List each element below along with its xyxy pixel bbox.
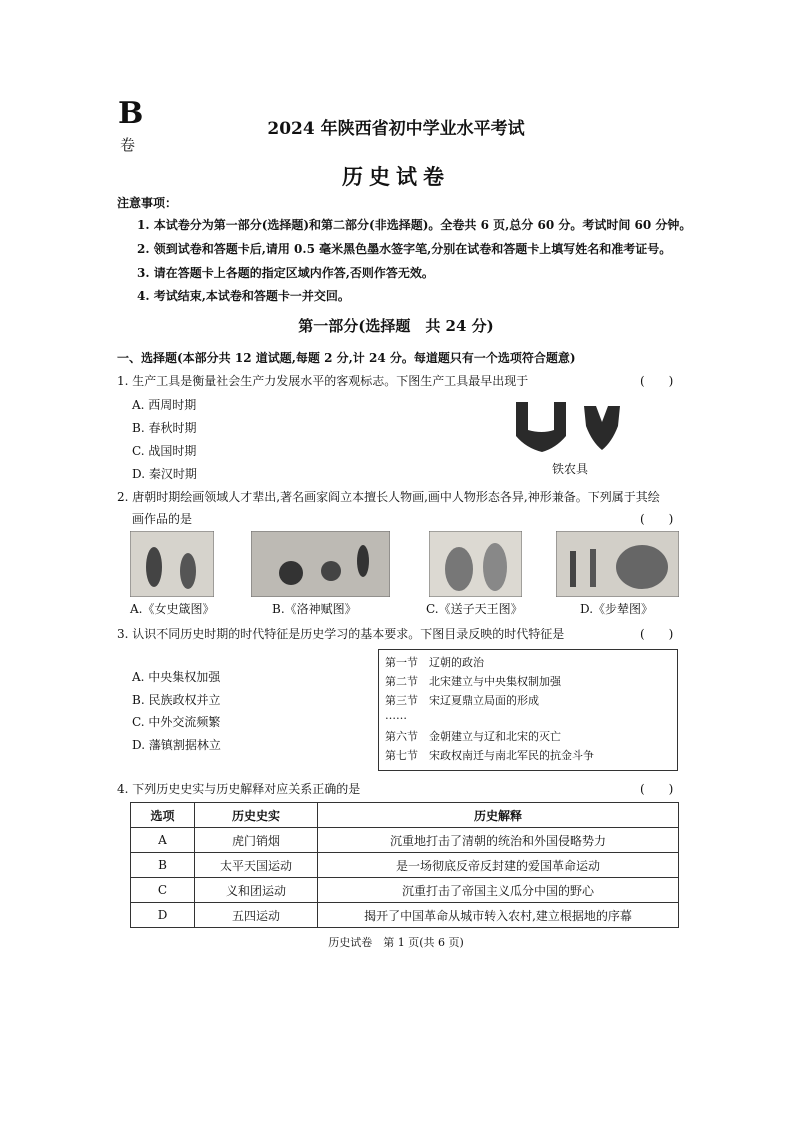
- table-cell: D: [131, 903, 195, 928]
- paper-title: 历史试卷: [342, 164, 450, 189]
- painting-a-caption: A.《女史箴图》: [130, 602, 215, 616]
- painting-b: [251, 531, 390, 597]
- option-b: B. 春秋时期: [132, 421, 197, 435]
- notice-item: 3. 请在答题卡上各题的指定区域内作答,否则作答无效。: [137, 266, 434, 280]
- option-d: D. 藩镇割据林立: [132, 738, 221, 752]
- question-3-stem: 3. 认识不同历史时期的时代特征是历史学习的基本要求。下图目录反映的时代特征是: [117, 627, 565, 641]
- version-juan: 卷: [120, 136, 136, 154]
- question-4-stem: 4. 下列历史史实与历史解释对应关系正确的是: [117, 782, 361, 796]
- answer-paren: ( ): [640, 782, 674, 796]
- history-table: [130, 802, 679, 928]
- table-cell: 五四运动: [195, 903, 318, 928]
- table-header-row: [131, 803, 679, 828]
- painting-a: [130, 531, 214, 597]
- painting-b-caption: B.《洛神赋图》: [272, 602, 357, 616]
- question-2-stem: 2. 唐朝时期绘画领域人才辈出,著名画家阎立本擅长人物画,画中人物形态各异,神形兼备。下列属于其绘: [117, 490, 660, 504]
- column-header: 选项: [131, 803, 195, 828]
- option-a: A. 西周时期: [132, 398, 197, 412]
- section-heading: 一、选择题(本部分共 12 道试题,每题 2 分,计 24 分。每道题只有一个选项符合题意): [117, 351, 576, 365]
- option-a: A. 中央集权加强: [132, 670, 221, 684]
- exam-title: 2024 年陕西省初中学业水平考试: [267, 119, 525, 139]
- painting-d: [556, 531, 679, 597]
- toc-row: 第一节 辽朝的政治: [385, 656, 484, 669]
- table-cell: 虎门销烟: [195, 828, 318, 853]
- answer-paren: ( ): [640, 512, 674, 526]
- table-cell: 是一场彻底反帝反封建的爱国革命运动: [318, 853, 679, 878]
- notice-item: 1. 本试卷分为第一部分(选择题)和第二部分(非选择题)。全卷共 6 页,总分 60 分。考试时间 60 分钟。: [137, 218, 692, 232]
- option-b: B. 民族政权并立: [132, 693, 221, 707]
- question-1-stem: 1. 生产工具是衡量社会生产力发展水平的客观标志。下图生产工具最早出现于: [117, 374, 529, 388]
- toc-row: 第七节 宋政权南迁与南北军民的抗金斗争: [385, 749, 594, 762]
- table-row: [131, 878, 679, 903]
- image-caption: 铁农具: [552, 462, 589, 476]
- column-header: 历史解释: [318, 803, 679, 828]
- notice-item: 4. 考试结束,本试卷和答题卡一并交回。: [137, 289, 350, 303]
- column-header: 历史史实: [195, 803, 318, 828]
- question-2-stem-cont: 画作品的是: [132, 512, 193, 526]
- table-cell: 沉重打击了帝国主义瓜分中国的野心: [318, 878, 679, 903]
- table-row: [131, 828, 679, 853]
- option-c: C. 中外交流频繁: [132, 715, 221, 729]
- table-row: [131, 853, 679, 878]
- iron-tools-image: [512, 396, 632, 456]
- answer-paren: ( ): [640, 374, 674, 388]
- painting-c-caption: C.《送子天王图》: [426, 602, 523, 616]
- notice-heading: 注意事项：: [117, 196, 178, 210]
- painting-d-caption: D.《步辇图》: [580, 602, 654, 616]
- option-d: D. 秦汉时期: [132, 467, 197, 481]
- table-cell: 揭开了中国革命从城市转入农村,建立根据地的序幕: [318, 903, 679, 928]
- option-c: C. 战国时期: [132, 444, 197, 458]
- table-of-contents: [378, 649, 678, 771]
- answer-paren: ( ): [640, 627, 674, 641]
- table-cell: C: [131, 878, 195, 903]
- toc-row: ……: [385, 709, 407, 722]
- version-letter: B: [118, 96, 144, 131]
- toc-row: 第二节 北宋建立与中央集权制加强: [385, 675, 561, 688]
- iron-spade-icon: [584, 406, 620, 450]
- notice-item: 2. 领到试卷和答题卡后,请用 0.5 毫米黑色墨水签字笔,分别在试卷和答题卡上填写姓名和准考证号。: [137, 242, 672, 256]
- table-cell: 义和团运动: [195, 878, 318, 903]
- part-title: 第一部分(选择题 共 24 分): [298, 317, 494, 335]
- toc-row: 第三节 宋辽夏鼎立局面的形成: [385, 694, 539, 707]
- iron-hoe-icon: [516, 402, 566, 452]
- table-cell: B: [131, 853, 195, 878]
- table-cell: 沉重地打击了清朝的统治和外国侵略势力: [318, 828, 679, 853]
- painting-c: [429, 531, 522, 597]
- table-row: [131, 903, 679, 928]
- page-footer: 历史试卷 第 1 页(共 6 页): [328, 936, 464, 949]
- table-cell: A: [131, 828, 195, 853]
- toc-row: 第六节 金朝建立与辽和北宋的灭亡: [385, 730, 561, 743]
- table-cell: 太平天国运动: [195, 853, 318, 878]
